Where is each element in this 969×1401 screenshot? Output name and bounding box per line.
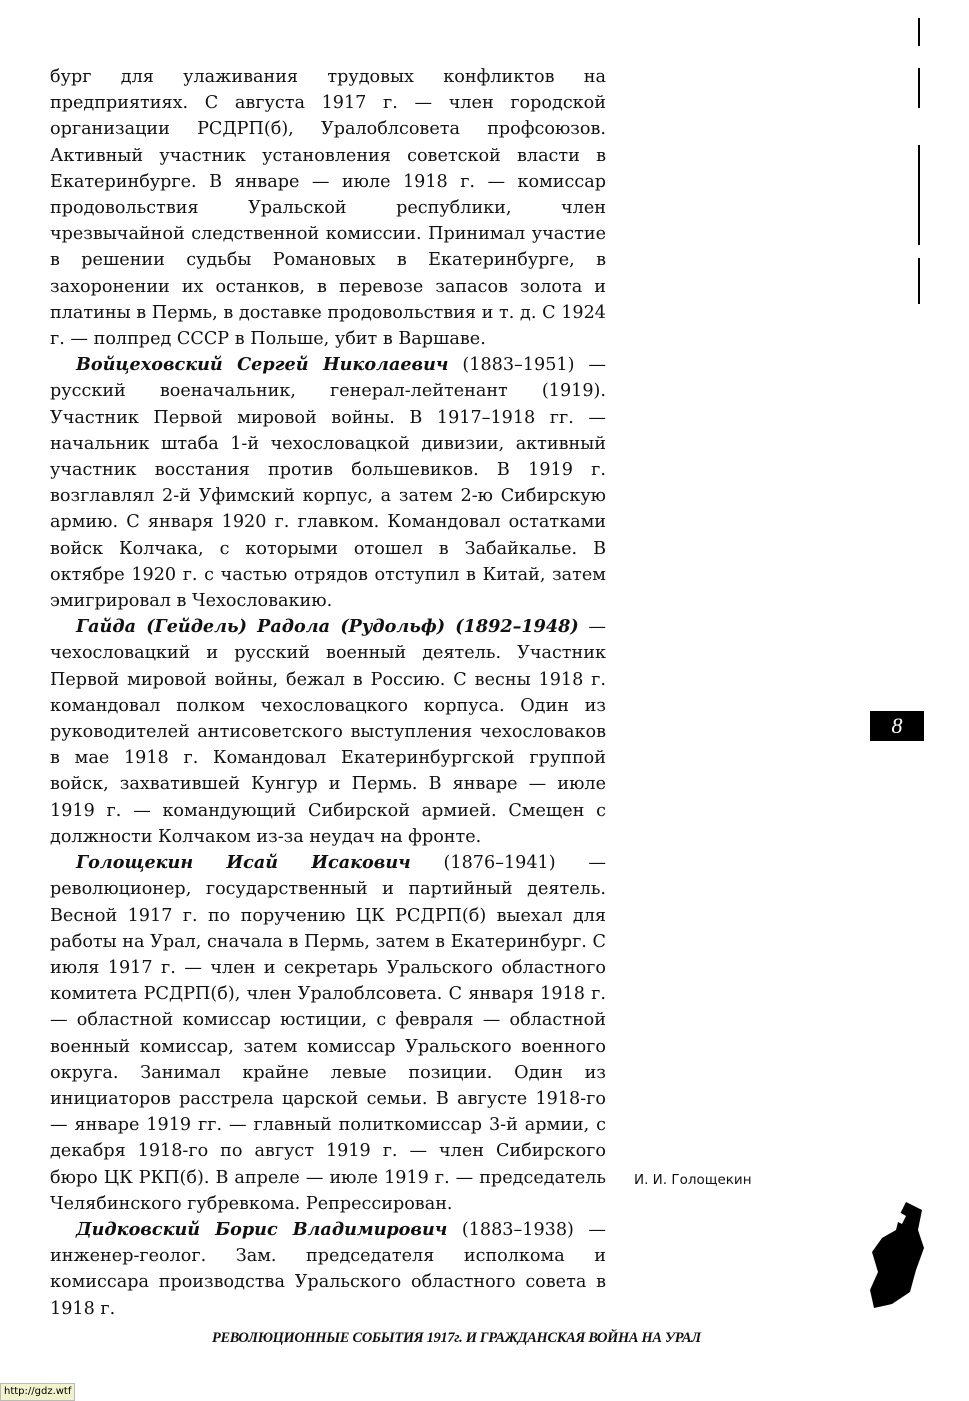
entry-name: Голощекин Исай Исакович — [76, 852, 411, 874]
edge-line — [918, 258, 920, 304]
paragraph-continuation — [50, 64, 606, 352]
edge-line — [918, 68, 920, 108]
text-column — [50, 64, 606, 1322]
entry-text: (1876–1941) — революционер, государственный и партийный деятель. Весной 1917 г. по поручению ЦК РСДРП(б) выехал для работы на Урал, сначала в Пермь, затем в Екатеринбург. С июля 1917 г. — член и секретарь Уральского областного комитета РСДРП(б), член Уралоблсовета. С января 1918 г. — областной комиссар юстиции, с февраля — областной военный комиссар, затем комиссар Уральского военного округа. Занимал крайне левые позиции. Один из инициаторов расстрела царской семьи. В августе 1918-го — январе 1919 гг. — главный политкомиссар 3-й армии, с декабря 1918-го по август 1919 г. — член Сибирского бюро ЦК РКП(б). В апреле — июле 1919 г. — председатель Челябинского губревкома. Репрессирован. — [50, 853, 607, 1214]
entry-text: (1883–1951) — русский военачальник, генерал-лейтенант (1919). Участник Первой мировой войны. В 1917–1918 гг. — начальник штаба 1-й чехословацкой дивизии, активный участник восстания против большевиков. В 1919 г. возглавлял 2-й Уфимский корпус, а затем 2-ю Сибирскую армию. С января 1920 г. главком. Командовал остатками войск Колчака, с которыми отошел в Забайкалье. В октябре 1920 г. с частью отрядов отступил в Китай, затем эмигрировал в Чехословакию. — [50, 355, 606, 612]
entry-text: (1883–1938) — инженер-геолог. Зам. председателя исполкома и комиссара производства Уральского областного совета в 1918 г. — [50, 1219, 606, 1319]
edge-line — [918, 145, 920, 245]
photo-caption: И. И. Голощекин — [634, 1172, 752, 1188]
entry-goloshchekin — [50, 850, 606, 1217]
running-footer: РЕВОЛЮЦИОННЫЕ СОБЫТИЯ 1917г. И ГРАЖДАНСКАЯ ВОЙНА НА УРАЛ — [212, 1330, 701, 1346]
url-badge[interactable]: http://gdz.wtf — [0, 1383, 75, 1401]
photo-fragment — [866, 1200, 926, 1310]
entry-didkovsky — [50, 1217, 606, 1322]
paragraph-text: бург для улаживания трудовых конфликтов на предприятиях. С августа 1917 г. — член городской организации РСДРП(б), Уралоблсовета профсоюзов. Активный участник установления советской власти в Екатеринбурге. В январе — июле 1918 г. — комиссар продовольствия Уральской республики, член чрезвычайной следственной комиссии. Принимал участие в решении судьбы Романовых в Екатеринбурге, в захоронении их останков, в перевозе запасов золота и платины в Пермь, в доставке продовольствия и т. д. С 1924 г. — полпред СССР в Польше, убит в Варшаве. — [50, 67, 606, 350]
entry-name: Войцеховский Сергей Николаевич — [76, 354, 449, 376]
chapter-tab: 8 — [870, 711, 924, 741]
entry-name: Гайда (Гейдель) Радола (Рудольф) (1892–1948) — [76, 616, 579, 638]
entry-name: Дидковский Борис Владимирович — [76, 1218, 448, 1240]
entry-voitsekhovsky — [50, 352, 606, 614]
entry-text: — чехословацкий и русский военный деятель. Участник Первой мировой войны, бежал в Россию. С весны 1918 г. командовал полком чехословацкого корпуса. Один из руководителей антисоветского выступления чехословаков в мае 1918 г. Командовал Екатеринбургской группой войск, захватившей Кунгур и Пермь. В январе — июле 1919 г. — командующий Сибирской армией. Смещен с должности Колчаком из-за неудач на фронте. — [50, 617, 607, 847]
entry-gaida — [50, 614, 606, 850]
edge-line — [918, 18, 920, 46]
